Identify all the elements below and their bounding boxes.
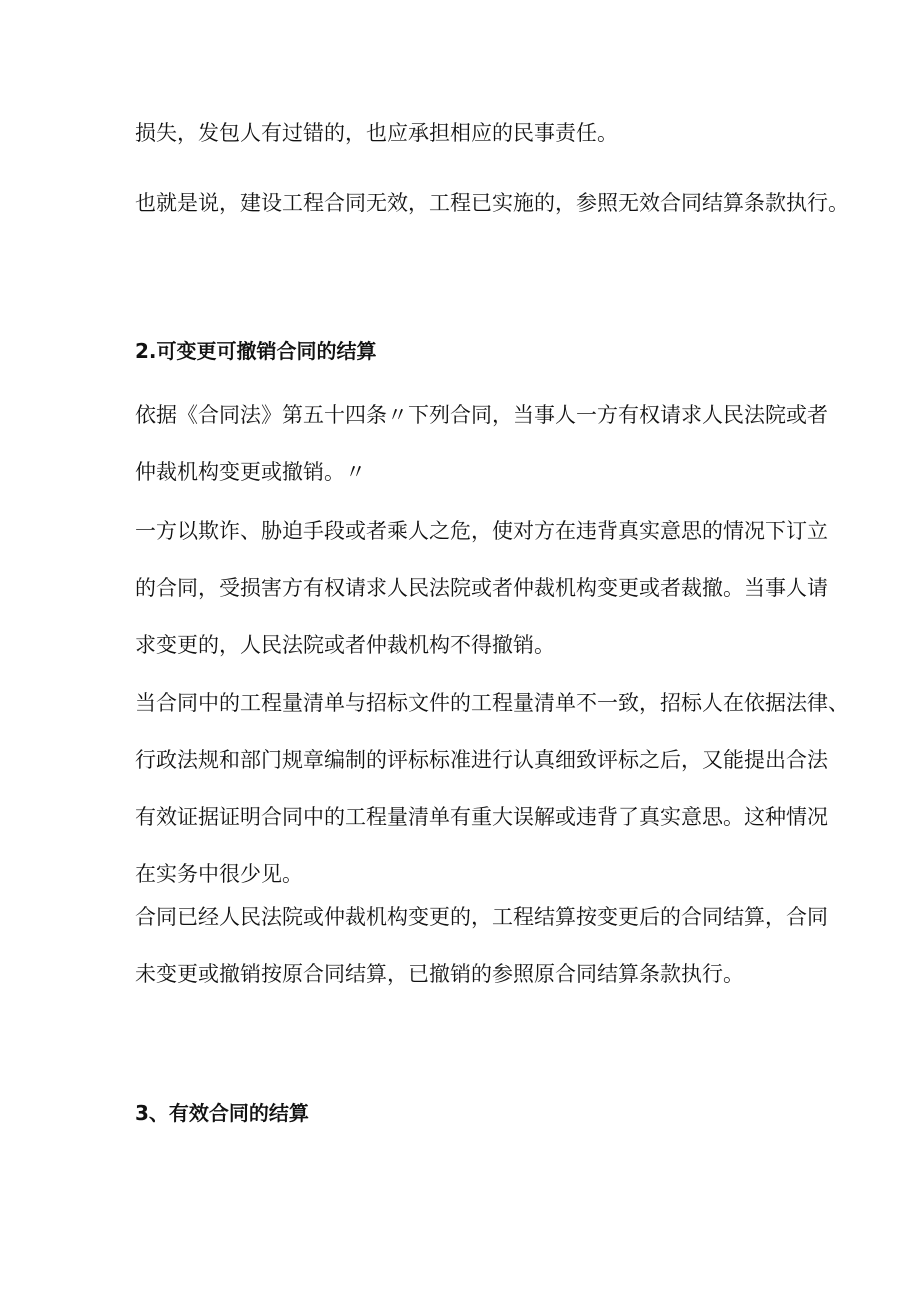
heading-text: 3、有效合同的结算 (135, 1101, 309, 1125)
section-heading-3 (135, 1096, 795, 1153)
text-line: 损失，发包人有过错的，也应承担相应的民事责任。 (135, 121, 618, 145)
heading-text: 2.可变更可撤销合同的结算 (135, 339, 377, 363)
text-line: 未变更或撤销按原合同结算，已撤销的参照原合同结算条款执行。 (135, 962, 744, 986)
section-heading-2 (135, 334, 795, 391)
text-line: 合同已经人民法院或仲裁机构变更的，工程结算按变更后的合同结算，合同 (135, 905, 828, 929)
paragraph-settlement-after-change (135, 900, 828, 1014)
text-line: 在实务中很少见。 (135, 862, 303, 886)
text-line: 一方以欺诈、胁迫手段或者乘人之危，使对方在违背真实意思的情况下订立 (135, 519, 828, 543)
text-line: 当合同中的工程量清单与招标文件的工程量清单不一致，招标人在依据法律、 (135, 691, 849, 715)
paragraph-contract-law-54 (135, 398, 828, 512)
text-line: 有效证据证明合同中的工程量清单有重大误解或违背了真实意思。这种情况 (135, 805, 828, 829)
text-line: 仲裁机构变更或撤销。〃 (135, 460, 366, 484)
paragraph-loss-liability (135, 116, 795, 173)
text-line: 行政法规和部门规章编制的评标标准进行认真细致评标之后，又能提出合法 (135, 748, 828, 772)
paragraph-bill-of-quantities (135, 686, 849, 914)
paragraph-fraud-coercion (135, 514, 828, 685)
text-line: 也就是说，建设工程合同无效，工程已实施的，参照无效合同结算条款执行。 (135, 191, 849, 215)
paragraph-invalid-contract-summary (135, 186, 849, 243)
text-line: 的合同，受损害方有权请求人民法院或者仲裁机构变更或者裁撤。当事人请 (135, 576, 828, 600)
text-line: 依据《合同法》第五十四条〃下列合同，当事人一方有权请求人民法院或者 (135, 403, 828, 427)
text-line: 求变更的，人民法院或者仲裁机构不得撤销。 (135, 633, 555, 657)
